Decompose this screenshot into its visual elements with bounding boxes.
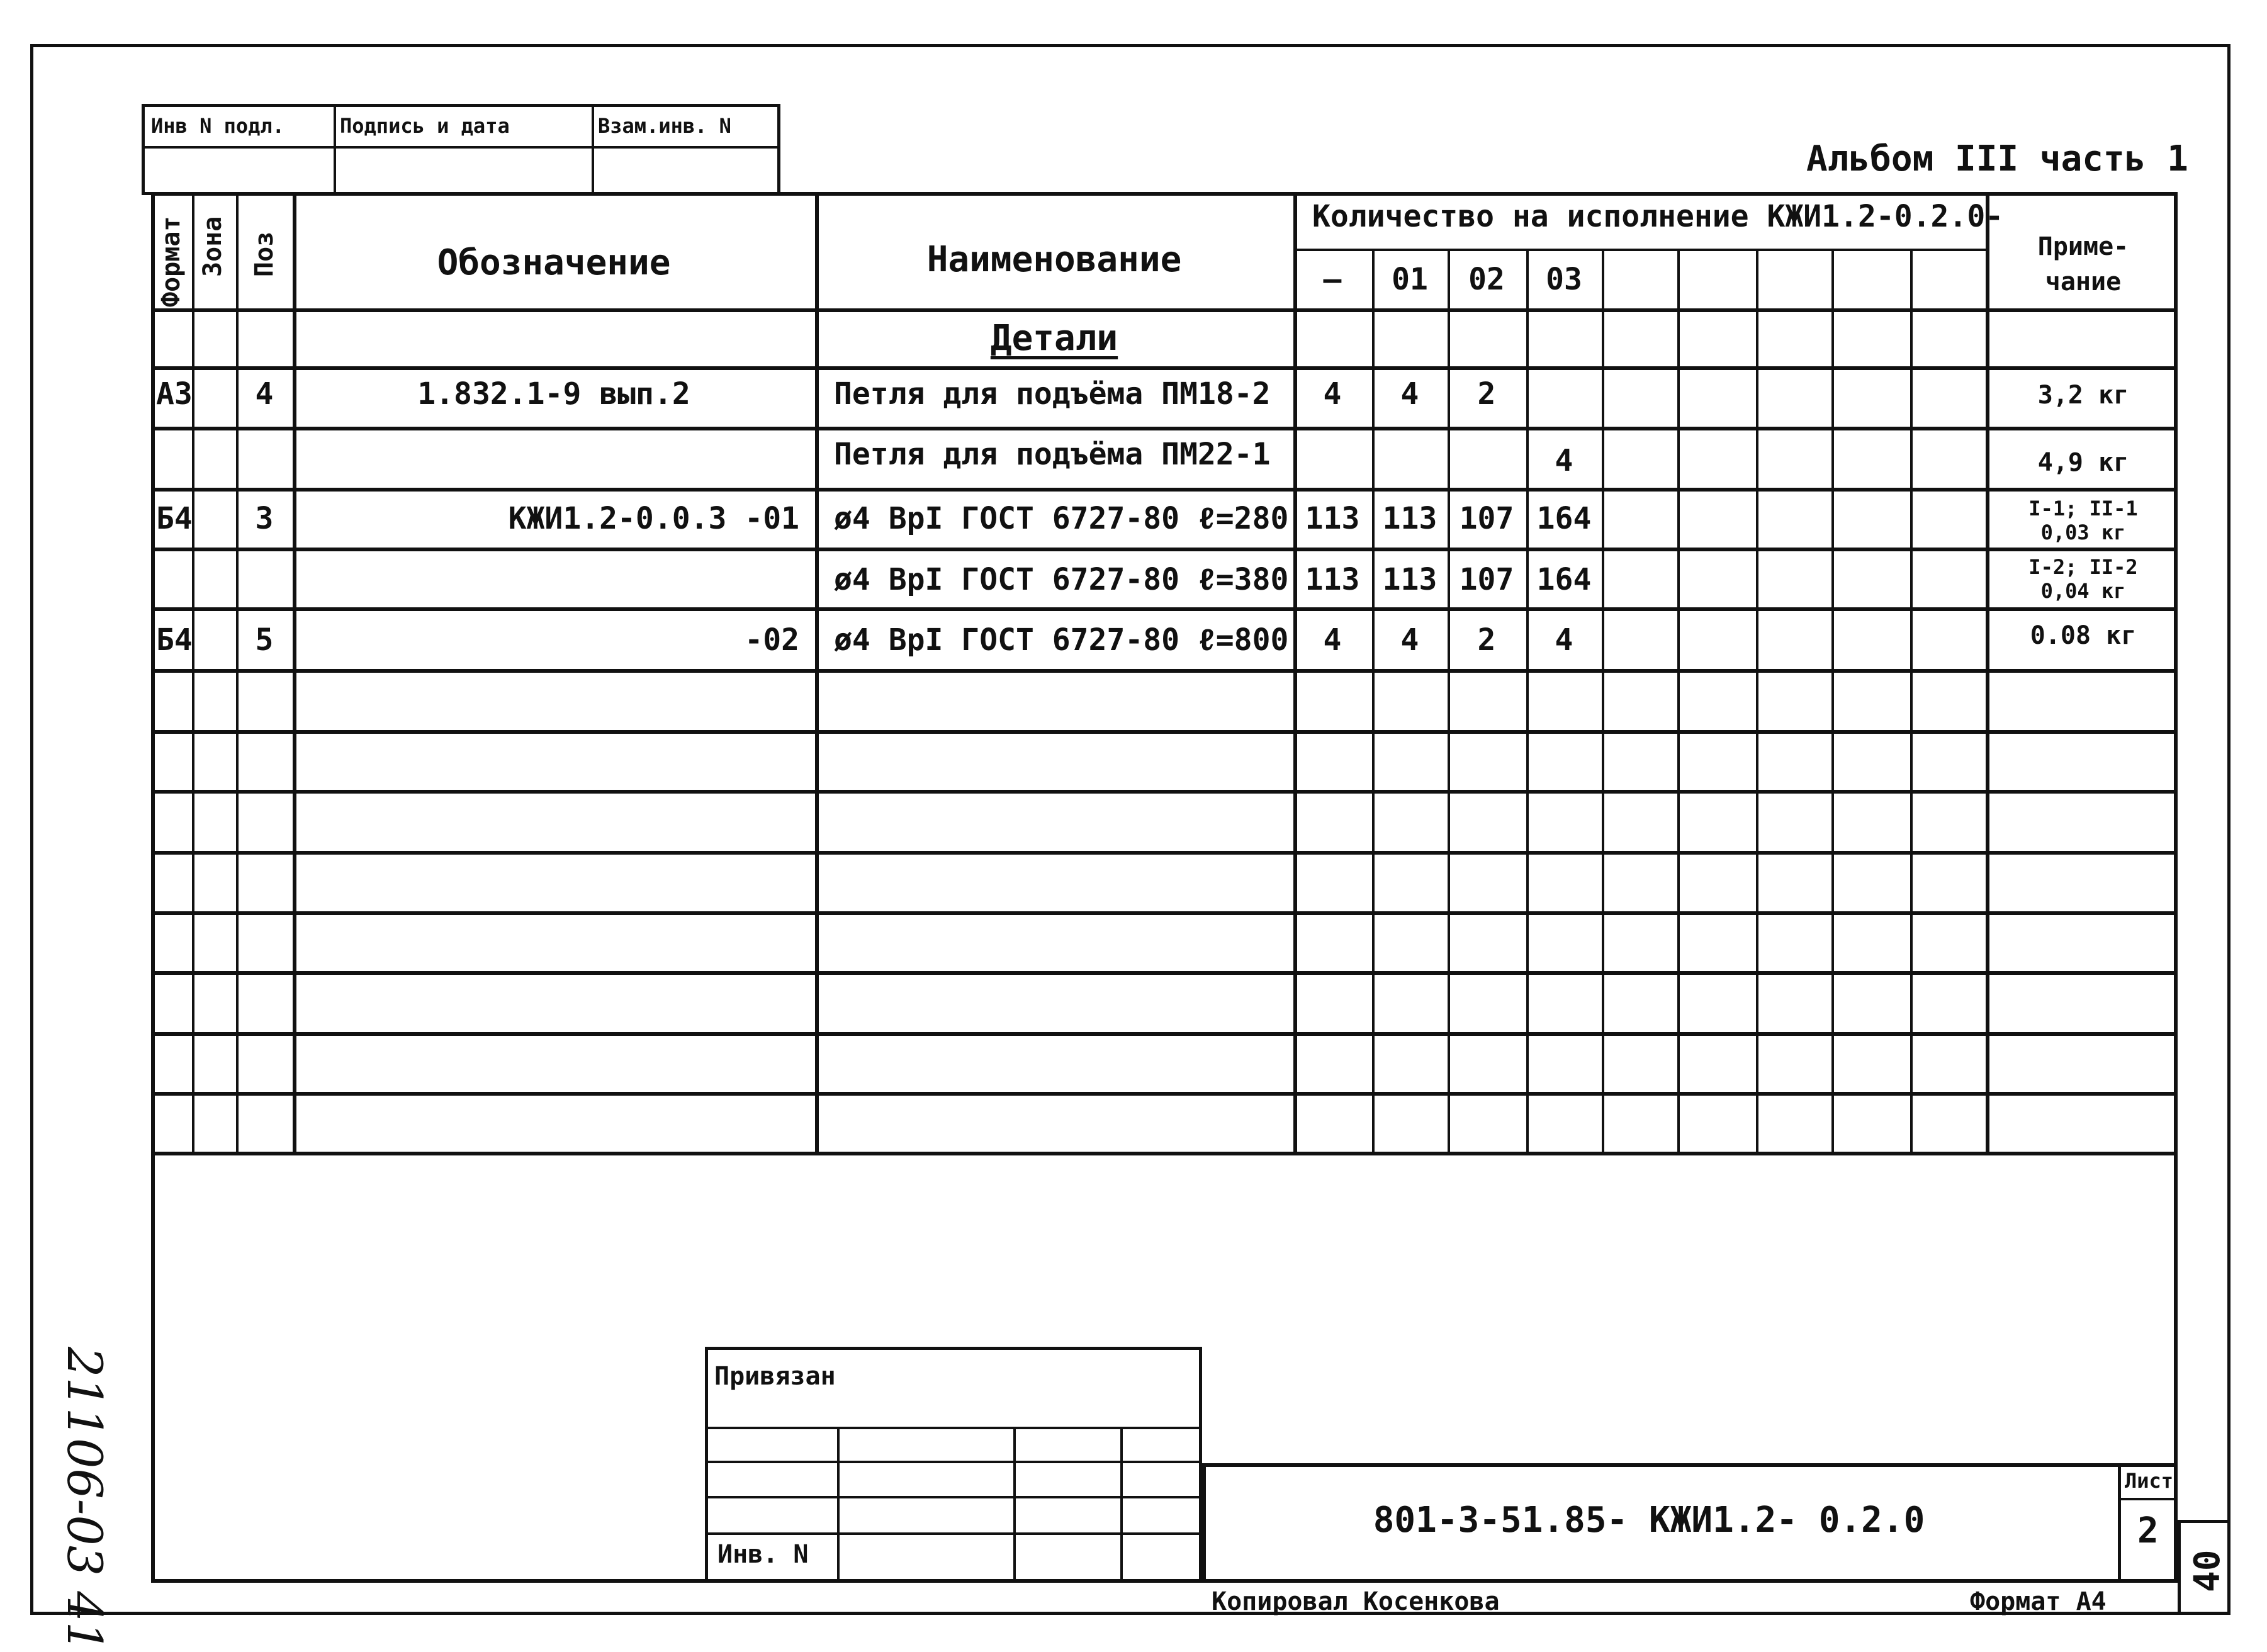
privyazan-block — [705, 1347, 1202, 1583]
row-2-q-2: 107 — [1459, 501, 1514, 536]
row-4-naimenovanie: ø4 ВрI ГОСТ 6727-80 ℓ=800 — [834, 622, 1289, 658]
handwritten-note: 21106-03 41 — [57, 1347, 113, 1652]
header-oboznachenie: Обозначение — [437, 242, 671, 283]
row-4-format: Б4 — [156, 622, 193, 658]
header-format: Формат — [157, 216, 186, 307]
header-kolichestvo: Количество на исполнение КЖИ1.2-0.2.0- — [1312, 199, 2004, 234]
row-2-q-3: 164 — [1536, 501, 1592, 536]
header-col-1: 01 — [1392, 262, 1428, 297]
row-4-oboznachenie: -02 — [745, 622, 799, 658]
list-label: Лист — [2125, 1469, 2174, 1493]
row-3-naimenovanie: ø4 ВрI ГОСТ 6727-80 ℓ=380 — [834, 562, 1289, 597]
header-col-3: 03 — [1546, 262, 1582, 297]
row-4-q-0: 4 — [1323, 622, 1342, 658]
header-primechanie-2: чание — [2045, 267, 2122, 296]
header-naimenovanie: Наименование — [926, 239, 1182, 280]
row-3-q-1: 113 — [1382, 562, 1437, 597]
row-0-oboznachenie: 1.832.1-9 вып.2 — [417, 376, 690, 412]
row-0-naimenovanie: Петля для подъёма ПМ18-2 — [834, 376, 1271, 412]
row-4-q-2: 2 — [1477, 622, 1496, 658]
stamp-inv-podl: Инв N подл. — [151, 114, 284, 138]
header-zona: Зона — [198, 216, 227, 277]
row-1-q-3: 4 — [1555, 443, 1573, 478]
row-2-q-0: 113 — [1305, 501, 1360, 536]
row-1-prim: 4,9 кг — [2037, 448, 2129, 477]
doc-code: 801-3-51.85- КЖИ1.2- 0.2.0 — [1373, 1500, 1925, 1541]
row-3-q-0: 113 — [1305, 562, 1360, 597]
row-3-q-3: 164 — [1536, 562, 1592, 597]
row-0-format: А3 — [156, 376, 193, 412]
header-col-2: 02 — [1468, 262, 1505, 297]
kopiroval-label: Копировал Косенкова — [1212, 1587, 1500, 1616]
row-0-q-0: 4 — [1323, 376, 1342, 412]
row-2-prim: I-1; II-1 — [2028, 497, 2138, 520]
row-3-q-2: 107 — [1459, 562, 1514, 597]
stamp-vzam-inv: Взам.инв. N — [598, 114, 731, 138]
row-2-naimenovanie: ø4 ВрI ГОСТ 6727-80 ℓ=280 — [834, 501, 1289, 536]
row-0-poz: 4 — [255, 376, 274, 412]
row-2-prim2: 0,03 кг — [2040, 520, 2126, 544]
header-primechanie-1: Приме- — [2037, 232, 2129, 261]
row-0-q-1: 4 — [1400, 376, 1419, 412]
list-box — [2118, 1463, 2178, 1583]
row-4-poz: 5 — [255, 622, 274, 658]
row-3-prim: I-2; II-2 — [2028, 555, 2138, 579]
row-2-oboznachenie: КЖИ1.2-0.0.3 -01 — [508, 501, 799, 536]
margin-number: 40 — [2187, 1549, 2228, 1592]
row-0-q-2: 2 — [1477, 376, 1496, 412]
section-title: Детали — [990, 318, 1118, 359]
row-2-format: Б4 — [156, 501, 193, 536]
header-poz: Поз — [250, 231, 279, 277]
row-4-q-1: 4 — [1400, 622, 1419, 658]
row-2-poz: 3 — [255, 501, 274, 536]
inv-n-label: Инв. N — [717, 1540, 809, 1569]
row-4-prim: 0.08 кг — [2030, 621, 2137, 650]
row-0-prim: 3,2 кг — [2037, 381, 2129, 410]
privyazan-label: Привязан — [714, 1362, 836, 1391]
row-3-prim2: 0,04 кг — [2040, 579, 2126, 603]
album-note: Альбом III часть 1 — [1806, 138, 2188, 179]
list-number: 2 — [2137, 1510, 2159, 1551]
row-4-q-3: 4 — [1555, 622, 1573, 658]
header-col-0: — — [1323, 262, 1342, 297]
stamp-podpis-data: Подпись и дата — [340, 114, 510, 138]
format-label: Формат А4 — [1970, 1587, 2107, 1616]
stamp-top — [142, 104, 780, 195]
row-1-naimenovanie: Петля для подъёма ПМ22-1 — [834, 437, 1271, 472]
row-2-q-1: 113 — [1382, 501, 1437, 536]
